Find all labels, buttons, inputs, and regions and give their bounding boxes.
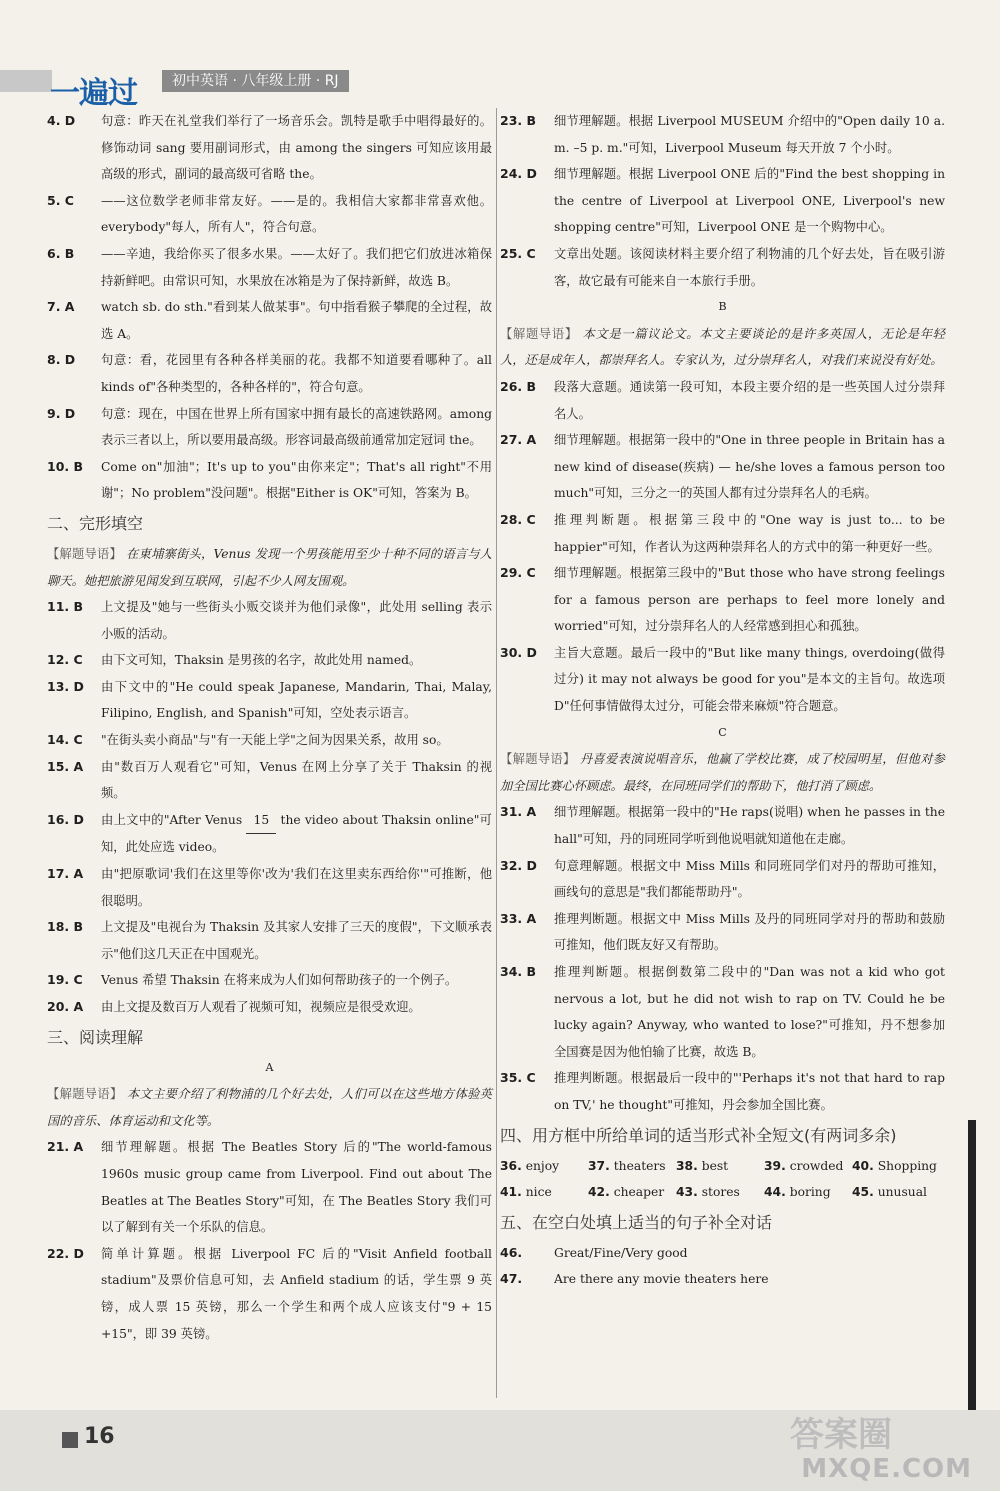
- page-number: 16: [84, 1424, 115, 1449]
- section-heading-reading: 三、阅读理解: [47, 1027, 144, 1047]
- answer-number: 21. A: [47, 1139, 84, 1155]
- word-answer: 41. nice: [500, 1185, 552, 1200]
- answer-number: 17. A: [47, 866, 84, 882]
- answer-item: [47, 1241, 492, 1347]
- answer-number: 4. D: [47, 113, 76, 128]
- answer-number: 33. A: [500, 910, 537, 926]
- answer-explanation: Come on"加油"；It's up to you"由你来定"；That's all right"不用谢"；No problem"没问题"。根据"Either is OK"可知，答案为 B。: [101, 459, 492, 501]
- page-edge-shadow: [968, 1120, 976, 1460]
- answer-number: 7. A: [47, 299, 75, 315]
- answer-item: [47, 294, 492, 347]
- answer-item: [47, 994, 492, 1021]
- answer-number: 30. D: [500, 644, 537, 660]
- answer-item: [47, 188, 492, 241]
- answer-number: 32. D: [500, 857, 537, 873]
- answer-number: 25. C: [500, 245, 536, 261]
- book-logo: 一遍过: [50, 76, 137, 111]
- answer-item: [47, 594, 492, 647]
- answer-number: 6. B: [47, 245, 75, 261]
- word-answer: 40. Shopping: [852, 1158, 937, 1173]
- answer-number: 9. D: [47, 405, 76, 421]
- answer-item: [47, 347, 492, 400]
- answer-explanation: 由上文提及数百万人观看了视频可知，视频应是很受欢迎。: [101, 1000, 421, 1014]
- word-answer: 45. unusual: [852, 1185, 927, 1200]
- word-answer: 38. best: [676, 1158, 729, 1173]
- guide-reading-b: 【解题导语】 本文是一篇议论文。本文主要谈论的是许多英国人，无论是年轻人，还是成年人，都崇拜名人。专家认为，过分崇拜名人，对我们来说没有好处。: [500, 326, 945, 368]
- answer-number: 24. D: [500, 166, 537, 182]
- answer-item: [500, 108, 945, 161]
- watermark-logo: [780, 1410, 970, 1455]
- answer-explanation: 主旨大意题。最后一段中的"But like many things, overdoing(做得过分) it may not always be good for you"是本文的主旨句。故选项 D"任何事情做得太过分，可能会带来麻烦"符合题意。: [554, 645, 945, 714]
- word-answer: 37. theaters: [588, 1158, 666, 1173]
- answer-number: 29. C: [500, 565, 536, 581]
- answer-explanation: 细节理解题。根据第三段中的"But those who have strong feelings for a famous person are perhaps to feel more lonely and worried"可知，过分崇拜名人的人经常感到担心和孤独。: [554, 566, 945, 634]
- answer-explanation: 推理判断题。根据倒数第二段中的"Dan was not a kid who got nervous a lot, but he did not wish to rap on TV. Could he be lucky again? Anyway, who wanted to lose?"可推知，丹不想参加全国赛是因为他怕输了比赛，故选 B。: [554, 965, 945, 1059]
- answer-item: [47, 861, 492, 914]
- answer-explanation: 句意：看，花园里有各种各样美丽的花。我都不知道要看哪种了。all kinds of"各种类型的，各种各样的"，符合句意。: [101, 353, 492, 394]
- answer-explanation: 由下文中的"He could speak Japanese, Mandarin, Thai, Malay, Filipino, English, and Spanish"可知，空处表示语言。: [101, 679, 492, 721]
- answer-number: 23. B: [500, 113, 537, 128]
- answer-explanation: 段落大意题。通读第一段可知，本段主要介绍的是一些英国人过分崇拜名人。: [554, 379, 945, 421]
- answer-explanation: 句意：昨天在礼堂我们举行了一场音乐会。凯特是歌手中唱得最好的。修饰动词 sang 要用副词形式，由 among the singers 可知应该用最高级的形式，副词的最高级可省略 the。: [101, 114, 492, 182]
- answer-number: 8. D: [47, 352, 76, 368]
- part-a-label: A: [265, 1060, 274, 1074]
- answer-explanation: 文章出处题。该阅读材料主要介绍了利物浦的几个好去处，旨在吸引游客，故它最有可能来自一本旅行手册。: [554, 246, 945, 288]
- answer-item: [47, 454, 492, 507]
- answer-item: [500, 1065, 945, 1118]
- answer-item: [47, 914, 492, 967]
- word-answer: 36. enjoy: [500, 1158, 560, 1173]
- answer-number: 34. B: [500, 964, 537, 979]
- answer-item: [47, 1134, 492, 1240]
- answer-explanation: 细节理解题。根据 The Beatles Story 后的"The world-famous 1960s music group came from Liverpool. Find out about The Beatles at The Beatles Story"可知，在 The Beatles Story 我们可以了解到有关一个乐队的信息。: [101, 1140, 492, 1235]
- answer-explanation: 由下文可知，Thaksin 是男孩的名字，故此处用 named。: [101, 653, 422, 668]
- answer-explanation: Venus 希望 Thaksin 在将来成为人们如何帮助孩子的一个例子。: [101, 973, 458, 988]
- answer-explanation: 细节理解题。根据 Liverpool MUSEUM 介绍中的"Open daily 10 a. m. –5 p. m."可知，Liverpool Museum 每天开放 7 个小时。: [554, 114, 945, 155]
- answer-item: [47, 674, 492, 727]
- answer-item: [500, 640, 945, 720]
- word-answers: [500, 1153, 945, 1206]
- answer-item: [500, 959, 945, 1065]
- answer-item: [500, 560, 945, 640]
- answer-number: 26. B: [500, 378, 537, 394]
- answer-explanation: 句意理解题。根据文中 Miss Mills 和同班同学们对丹的帮助可推知，画线句的意思是"我们都能帮助丹"。: [554, 858, 945, 900]
- answer-number: 31. A: [500, 804, 537, 820]
- section-heading-word-fill: 四、用方框中所给单词的适当形式补全短文(有两词多余): [500, 1125, 897, 1145]
- answer-item: [47, 754, 492, 807]
- answer-number: 10. B: [47, 458, 84, 474]
- part-c-label: C: [718, 725, 727, 739]
- word-answer: 44. boring: [764, 1185, 831, 1200]
- answer-number: 47.: [500, 1271, 523, 1287]
- answer-number: 35. C: [500, 1070, 536, 1086]
- answer-item: [500, 799, 945, 852]
- answer-explanation: watch sb. do sth."看到某人做某事"。句中指看猴子攀爬的全过程，故选 A。: [101, 300, 492, 341]
- answer-item: [47, 241, 492, 294]
- answer-item: [500, 161, 945, 241]
- answer-item: [500, 1240, 945, 1267]
- answer-item: [500, 853, 945, 906]
- answer-explanation: 细节理解题。根据第一段中的"He raps(说唱) when he passes in the hall"可知，丹的同班同学听到他说唱就知道他在走廊。: [554, 805, 945, 847]
- guide-reading-c: 【解题导语】 丹喜爱表演说唱音乐，他赢了学校比赛，成了校园明星，但他对参加全国比赛心怀顾虑。最终，在同班同学们的帮助下，他打消了顾虑。: [500, 752, 945, 793]
- answer-explanation: ——辛迪，我给你买了很多水果。——太好了。我们把它们放进冰箱保持新鲜吧。由常识可知，水果放在冰箱是为了保持新鲜，故选 B。: [101, 246, 492, 288]
- answer-item: [47, 727, 492, 754]
- answer-item: [47, 108, 492, 188]
- answer-explanation: 句意：现在，中国在世界上所有国家中拥有最长的高速铁路网。among 表示三者以上，所以要用最高级。形容词最高级前通常加定冠词 the。: [101, 406, 492, 448]
- answer-number: 20. A: [47, 999, 84, 1014]
- answer-number: 11. B: [47, 599, 84, 615]
- answer-item: 16. D 由上文中的"After Venus 15 the video about Thaksin online"可知，此处应选 video。: [47, 807, 492, 861]
- answer-explanation: 由"把原歌词'我们在这里等你'改为'我们在这里卖东西给你'"可推断，他很聪明。: [101, 867, 492, 908]
- word-answer: 39. crowded: [764, 1158, 844, 1173]
- answer-explanation: ——这位数学老师非常友好。——是的。我相信大家都非常喜欢他。everybody"每人，所有人"，符合句意。: [101, 193, 492, 235]
- answer-explanation: 由"数百万人观看它"可知，Venus 在网上分享了关于 Thaksin 的视频。: [101, 759, 492, 801]
- answer-explanation: 细节理解题。根据第一段中的"One in three people in Britain has a new kind of disease(疾病) — he/she loves a famous person too much"可知，三分之一的英国人都有过分崇拜名人的毛病。: [554, 433, 945, 501]
- answer-explanation: "在街头卖小商品"与"有一天能上学"之间为因果关系，故用 so。: [101, 733, 449, 748]
- guide-reading-a: 【解题导语】 本文主要介绍了利物浦的几个好去处，人们可以在这些地方体验英国的音乐、体育运动和文化等。: [47, 1087, 492, 1128]
- word-answer: 42. cheaper: [588, 1185, 665, 1200]
- subject-tag: 初中英语 · 八年级上册 · RJ: [162, 70, 349, 92]
- page-footer: [0, 1410, 1000, 1491]
- answer-item: [47, 647, 492, 674]
- guide-cloze: 【解题导语】 在東埔寨街头，Venus 发现一个男孩能用至少十种不同的语言与人聊天。她把旅游见闻发到互联网，引起不少人网友围观。: [47, 546, 492, 588]
- answer-number: 46.: [500, 1244, 523, 1260]
- answer-number: 15. A: [47, 758, 84, 774]
- section-heading-dialogue: 五、在空白处填上适当的句子补全对话: [500, 1212, 773, 1232]
- answer-explanation: 推理判断题。根据第三段中的"One way is just to... to be happier"可知，作者认为这两种崇拜名人的方式中的第一种更好一些。: [554, 512, 945, 554]
- part-b-label: B: [718, 300, 727, 314]
- answer-item: [500, 241, 945, 294]
- section-heading-cloze: 二、完形填空: [47, 513, 144, 533]
- page-marker-square: [62, 1432, 78, 1448]
- word-answer: 43. stores: [676, 1185, 740, 1200]
- watermark-url: MXQE.COM: [801, 1454, 972, 1484]
- answer-explanation: 上文提及"她与一些街头小贩交谈并为他们录像"，此处用 selling 表示小贩的活动。: [101, 600, 492, 641]
- answer-number: 22. D: [47, 1245, 84, 1261]
- answer-item: [500, 374, 945, 427]
- answer-explanation: Are there any movie theaters here: [554, 1272, 769, 1287]
- page-header: [0, 0, 1000, 110]
- answer-explanation: 推理判断题。根据最后一段中的"'Perhaps it's not that hard to rap on TV,' he thought"可推知，丹会参加全国比赛。: [554, 1071, 945, 1112]
- answer-number: 19. C: [47, 972, 83, 988]
- answer-number: 14. C: [47, 732, 83, 748]
- answer-number: 27. A: [500, 432, 537, 448]
- header-bar: [0, 70, 52, 92]
- right-column: [500, 108, 945, 1293]
- answer-number: 13. D: [47, 678, 84, 694]
- answer-explanation: 细节理解题。根据 Liverpool ONE 后的"Find the best shopping in the centre of Liverpool at Liverpool ONE, Liverpool's new shopping centre"可知，Liverpool ONE 是一个购物中心。: [554, 167, 945, 235]
- answer-explanation: Great/Fine/Very good: [554, 1245, 688, 1260]
- answer-item: [47, 401, 492, 454]
- answer-number: 12. C: [47, 652, 83, 668]
- answer-item: [500, 427, 945, 507]
- answer-number: 28. C: [500, 511, 536, 527]
- column-divider: [496, 108, 497, 1398]
- answer-item: [47, 967, 492, 994]
- answer-explanation: 上文提及"电视台为 Thaksin 及其家人安排了三天的度假"，下文顺承表示"他们这几天正在中国观光。: [101, 920, 492, 961]
- answer-item: [500, 906, 945, 959]
- answer-explanation: 推理判断题。根据文中 Miss Mills 及丹的同班同学对丹的帮助和鼓励可推知，他们既友好又有帮助。: [554, 911, 945, 953]
- answer-explanation: 简单计算题。根据 Liverpool FC 后的"Visit Anfield football stadium"及票价信息可知，去 Anfield stadium 的话，学生票 9 英镑，成人票 15 英镑，那么一个学生和两个成人应该支付"9 + 15 +15"，即 39 英镑。: [101, 1246, 492, 1341]
- left-column: [47, 108, 492, 1347]
- answer-number: 5. C: [47, 192, 74, 208]
- watermark-text: 答案圈: [790, 1415, 892, 1455]
- answer-item: [500, 507, 945, 560]
- answer-number: 18. B: [47, 919, 84, 935]
- answer-item: [500, 1266, 945, 1293]
